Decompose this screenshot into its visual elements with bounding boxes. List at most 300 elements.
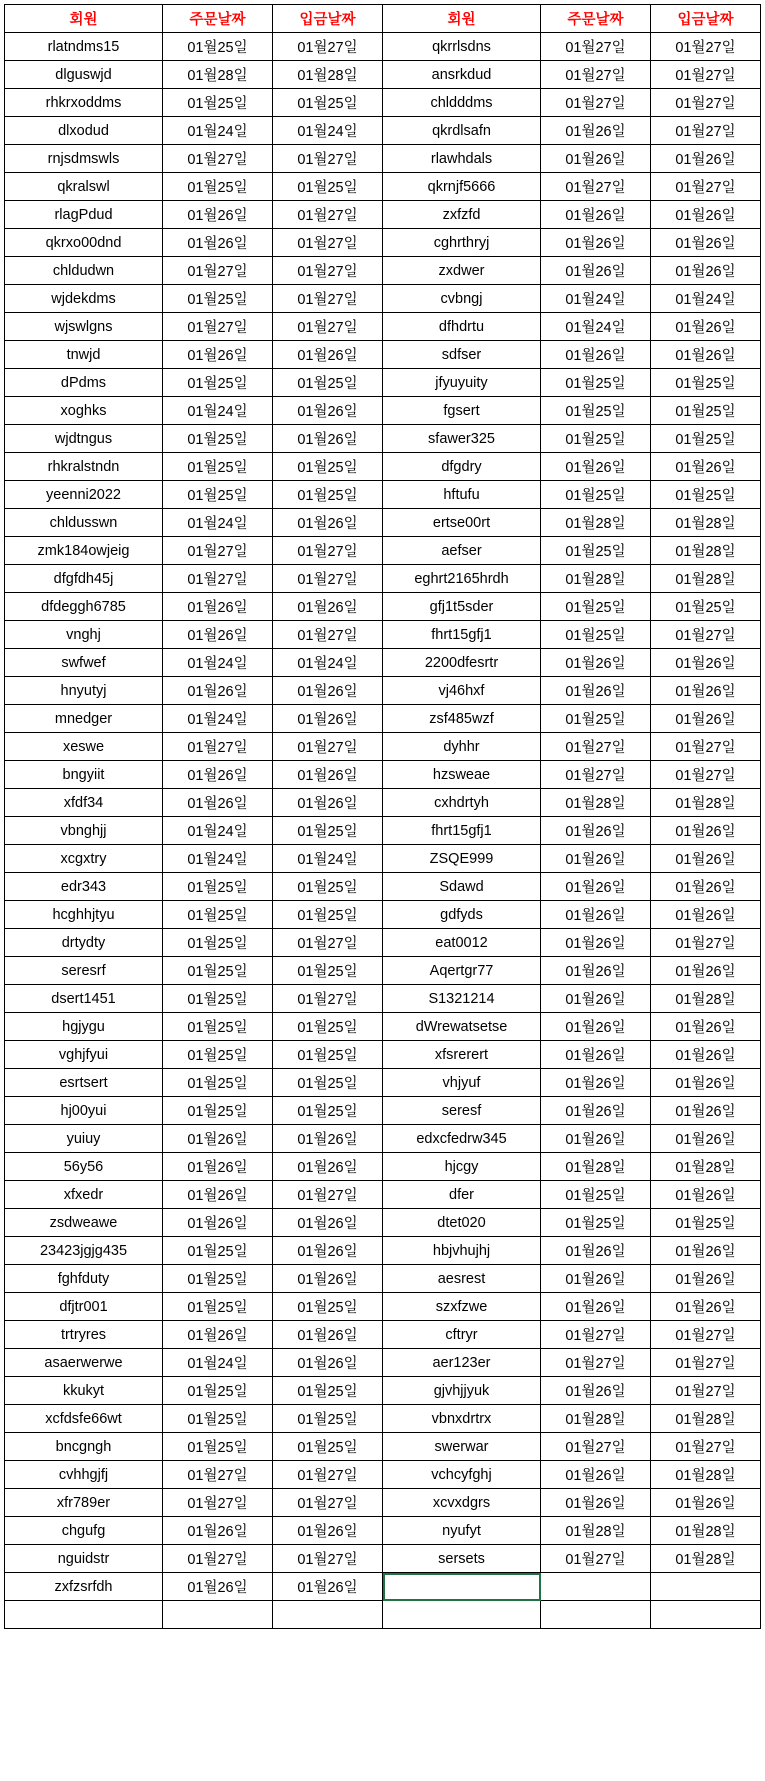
cell-deposit-date-right[interactable]: 01월26일 xyxy=(651,1041,761,1069)
cell-deposit-date-right[interactable]: 01월27일 xyxy=(651,173,761,201)
cell-deposit-date-right[interactable] xyxy=(651,1573,761,1601)
cell-deposit-date-right[interactable]: 01월25일 xyxy=(651,425,761,453)
cell-order-date-left[interactable]: 01월26일 xyxy=(163,1153,273,1181)
cell-order-date-right[interactable]: 01월26일 xyxy=(541,845,651,873)
cell-deposit-date-right[interactable]: 01월26일 xyxy=(651,201,761,229)
cell-deposit-date-right[interactable]: 01월26일 xyxy=(651,817,761,845)
cell-deposit-date-left[interactable]: 01월25일 xyxy=(273,369,383,397)
cell-member-right[interactable]: sersets xyxy=(383,1545,541,1573)
cell-deposit-date-left[interactable]: 01월25일 xyxy=(273,1405,383,1433)
cell-deposit-date-left[interactable]: 01월27일 xyxy=(273,929,383,957)
cell-member-right[interactable]: szxfzwe xyxy=(383,1293,541,1321)
cell-order-date-right[interactable]: 01월27일 xyxy=(541,1545,651,1573)
cell-member-right[interactable]: eghrt2165hrdh xyxy=(383,565,541,593)
cell-deposit-date-right[interactable]: 01월28일 xyxy=(651,789,761,817)
cell-member-right[interactable]: zsf485wzf xyxy=(383,705,541,733)
cell-member-right[interactable]: hzsweae xyxy=(383,761,541,789)
cell-order-date-right[interactable]: 01월25일 xyxy=(541,705,651,733)
cell-member-left[interactable]: dsert1451 xyxy=(5,985,163,1013)
cell-deposit-date-left[interactable]: 01월27일 xyxy=(273,285,383,313)
cell-deposit-date-right[interactable]: 01월27일 xyxy=(651,761,761,789)
cell-order-date-left[interactable]: 01월27일 xyxy=(163,565,273,593)
cell-member-left[interactable]: chgufg xyxy=(5,1517,163,1545)
cell-deposit-date-left[interactable]: 01월27일 xyxy=(273,1181,383,1209)
cell-member-right[interactable]: ZSQE999 xyxy=(383,845,541,873)
cell-deposit-date-right[interactable]: 01월26일 xyxy=(651,873,761,901)
cell-member-left[interactable]: xfr789er xyxy=(5,1489,163,1517)
cell-member-left[interactable]: cvhhgjfj xyxy=(5,1461,163,1489)
cell-deposit-date-right[interactable]: 01월26일 xyxy=(651,145,761,173)
column-header-member-right[interactable]: 회원 xyxy=(383,5,541,33)
cell-member-right[interactable]: vhjyuf xyxy=(383,1069,541,1097)
cell-member-left[interactable]: xeswe xyxy=(5,733,163,761)
cell-order-date-right[interactable]: 01월25일 xyxy=(541,621,651,649)
cell-deposit-date-right[interactable]: 01월27일 xyxy=(651,61,761,89)
column-header-order-date-right[interactable]: 주문날짜 xyxy=(541,5,651,33)
cell-member-left[interactable]: dfgfdh45j xyxy=(5,565,163,593)
cell-deposit-date-left[interactable]: 01월26일 xyxy=(273,677,383,705)
cell-order-date-left[interactable]: 01월24일 xyxy=(163,117,273,145)
cell-order-date-left[interactable]: 01월26일 xyxy=(163,621,273,649)
cell-member-right[interactable]: sfawer325 xyxy=(383,425,541,453)
cell-deposit-date-right[interactable]: 01월27일 xyxy=(651,33,761,61)
cell-member-left[interactable]: kkukyt xyxy=(5,1377,163,1405)
cell-order-date-right[interactable]: 01월25일 xyxy=(541,1209,651,1237)
cell-deposit-date-left[interactable]: 01월25일 xyxy=(273,1013,383,1041)
cell-deposit-date-right[interactable]: 01월26일 xyxy=(651,1265,761,1293)
cell-member-right[interactable]: hbjvhujhj xyxy=(383,1237,541,1265)
cell-order-date-right[interactable]: 01월27일 xyxy=(541,1433,651,1461)
cell-deposit-date-right[interactable]: 01월27일 xyxy=(651,1321,761,1349)
cell-deposit-date-right[interactable]: 01월26일 xyxy=(651,1097,761,1125)
cell-deposit-date-right[interactable]: 01월24일 xyxy=(651,285,761,313)
cell-deposit-date-left[interactable]: 01월27일 xyxy=(273,621,383,649)
cell-deposit-date-left[interactable]: 01월25일 xyxy=(273,1377,383,1405)
cell-member-left[interactable]: 56y56 xyxy=(5,1153,163,1181)
cell-deposit-date-left[interactable]: 01월25일 xyxy=(273,453,383,481)
cell-order-date-left[interactable]: 01월25일 xyxy=(163,929,273,957)
cell-deposit-date-right[interactable] xyxy=(651,1601,761,1629)
cell-deposit-date-left[interactable]: 01월27일 xyxy=(273,1545,383,1573)
cell-deposit-date-left[interactable]: 01월25일 xyxy=(273,1097,383,1125)
cell-order-date-left[interactable]: 01월24일 xyxy=(163,509,273,537)
cell-order-date-right[interactable]: 01월27일 xyxy=(541,733,651,761)
cell-order-date-right[interactable]: 01월28일 xyxy=(541,565,651,593)
cell-deposit-date-left[interactable]: 01월26일 xyxy=(273,1237,383,1265)
cell-member-left[interactable]: zsdweawe xyxy=(5,1209,163,1237)
cell-order-date-right[interactable]: 01월26일 xyxy=(541,1237,651,1265)
cell-deposit-date-right[interactable]: 01월25일 xyxy=(651,481,761,509)
cell-member-right[interactable]: rlawhdals xyxy=(383,145,541,173)
cell-deposit-date-right[interactable]: 01월28일 xyxy=(651,509,761,537)
cell-member-right[interactable]: dfhdrtu xyxy=(383,313,541,341)
cell-order-date-left[interactable]: 01월25일 xyxy=(163,453,273,481)
cell-deposit-date-left[interactable]: 01월25일 xyxy=(273,173,383,201)
cell-member-left[interactable]: rhkralstndn xyxy=(5,453,163,481)
cell-deposit-date-right[interactable]: 01월28일 xyxy=(651,537,761,565)
cell-deposit-date-left[interactable]: 01월26일 xyxy=(273,509,383,537)
cell-deposit-date-right[interactable]: 01월27일 xyxy=(651,929,761,957)
cell-deposit-date-left[interactable]: 01월25일 xyxy=(273,817,383,845)
cell-member-left[interactable]: xoghks xyxy=(5,397,163,425)
cell-member-left[interactable]: wjdekdms xyxy=(5,285,163,313)
cell-deposit-date-right[interactable]: 01월26일 xyxy=(651,229,761,257)
cell-deposit-date-right[interactable]: 01월26일 xyxy=(651,1069,761,1097)
cell-member-right[interactable]: qkrdlsafn xyxy=(383,117,541,145)
cell-deposit-date-right[interactable]: 01월27일 xyxy=(651,89,761,117)
cell-member-left[interactable]: hcghhjtyu xyxy=(5,901,163,929)
cell-order-date-left[interactable]: 01월25일 xyxy=(163,33,273,61)
cell-member-left[interactable]: wjdtngus xyxy=(5,425,163,453)
column-header-deposit-date-right[interactable]: 입금날짜 xyxy=(651,5,761,33)
cell-member-right[interactable]: zxdwer xyxy=(383,257,541,285)
cell-order-date-right[interactable]: 01월28일 xyxy=(541,1153,651,1181)
cell-deposit-date-left[interactable]: 01월26일 xyxy=(273,397,383,425)
cell-deposit-date-right[interactable]: 01월28일 xyxy=(651,1545,761,1573)
cell-order-date-left[interactable]: 01월26일 xyxy=(163,341,273,369)
cell-member-left[interactable]: 23423jgjg435 xyxy=(5,1237,163,1265)
cell-order-date-left[interactable]: 01월25일 xyxy=(163,481,273,509)
cell-deposit-date-left[interactable]: 01월26일 xyxy=(273,705,383,733)
cell-deposit-date-right[interactable]: 01월26일 xyxy=(651,1181,761,1209)
cell-order-date-left[interactable]: 01월25일 xyxy=(163,1069,273,1097)
cell-order-date-right[interactable]: 01월26일 xyxy=(541,985,651,1013)
cell-member-right[interactable]: aefser xyxy=(383,537,541,565)
cell-order-date-left[interactable]: 01월26일 xyxy=(163,201,273,229)
cell-order-date-right[interactable]: 01월25일 xyxy=(541,481,651,509)
cell-deposit-date-left[interactable] xyxy=(273,1601,383,1629)
cell-order-date-left[interactable]: 01월26일 xyxy=(163,1181,273,1209)
cell-order-date-left[interactable]: 01월24일 xyxy=(163,1349,273,1377)
cell-order-date-right[interactable]: 01월26일 xyxy=(541,1097,651,1125)
cell-member-right[interactable]: dWrewatsetse xyxy=(383,1013,541,1041)
cell-deposit-date-right[interactable]: 01월28일 xyxy=(651,985,761,1013)
cell-order-date-right[interactable]: 01월26일 xyxy=(541,1377,651,1405)
cell-deposit-date-left[interactable]: 01월25일 xyxy=(273,873,383,901)
cell-order-date-left[interactable]: 01월28일 xyxy=(163,61,273,89)
cell-member-left[interactable]: nguidstr xyxy=(5,1545,163,1573)
cell-member-left[interactable]: xcfdsfe66wt xyxy=(5,1405,163,1433)
cell-member-left[interactable]: vbnghjj xyxy=(5,817,163,845)
cell-order-date-left[interactable]: 01월27일 xyxy=(163,1489,273,1517)
cell-order-date-left[interactable]: 01월24일 xyxy=(163,845,273,873)
cell-order-date-left[interactable] xyxy=(163,1601,273,1629)
cell-member-left[interactable]: vghjfyui xyxy=(5,1041,163,1069)
cell-deposit-date-left[interactable]: 01월26일 xyxy=(273,341,383,369)
cell-deposit-date-right[interactable]: 01월25일 xyxy=(651,369,761,397)
cell-member-right[interactable]: vbnxdrtrx xyxy=(383,1405,541,1433)
cell-order-date-right[interactable] xyxy=(541,1601,651,1629)
cell-order-date-left[interactable]: 01월25일 xyxy=(163,1377,273,1405)
cell-deposit-date-left[interactable]: 01월27일 xyxy=(273,33,383,61)
cell-deposit-date-left[interactable]: 01월25일 xyxy=(273,1293,383,1321)
cell-member-left[interactable]: rlagPdud xyxy=(5,201,163,229)
cell-order-date-right[interactable]: 01월27일 xyxy=(541,1321,651,1349)
cell-member-left[interactable]: hj00yui xyxy=(5,1097,163,1125)
column-header-order-date-left[interactable]: 주문날짜 xyxy=(163,5,273,33)
cell-deposit-date-left[interactable]: 01월25일 xyxy=(273,1041,383,1069)
cell-order-date-right[interactable]: 01월28일 xyxy=(541,1405,651,1433)
cell-order-date-right[interactable]: 01월26일 xyxy=(541,229,651,257)
cell-member-right[interactable]: aer123er xyxy=(383,1349,541,1377)
cell-deposit-date-left[interactable]: 01월27일 xyxy=(273,229,383,257)
cell-member-right[interactable]: Aqertgr77 xyxy=(383,957,541,985)
cell-order-date-left[interactable]: 01월26일 xyxy=(163,1573,273,1601)
cell-member-right[interactable]: aesrest xyxy=(383,1265,541,1293)
cell-order-date-left[interactable]: 01월24일 xyxy=(163,817,273,845)
cell-order-date-left[interactable]: 01월26일 xyxy=(163,1517,273,1545)
cell-deposit-date-right[interactable]: 01월28일 xyxy=(651,1153,761,1181)
cell-member-left[interactable]: yeenni2022 xyxy=(5,481,163,509)
cell-member-right[interactable]: hftufu xyxy=(383,481,541,509)
cell-member-left[interactable]: dPdms xyxy=(5,369,163,397)
cell-member-left[interactable]: hgjygu xyxy=(5,1013,163,1041)
cell-deposit-date-left[interactable]: 01월25일 xyxy=(273,957,383,985)
cell-order-date-left[interactable]: 01월25일 xyxy=(163,957,273,985)
cell-member-right[interactable]: edxcfedrw345 xyxy=(383,1125,541,1153)
cell-deposit-date-left[interactable]: 01월26일 xyxy=(273,1209,383,1237)
cell-member-left[interactable]: chldusswn xyxy=(5,509,163,537)
cell-member-left[interactable]: esrtsert xyxy=(5,1069,163,1097)
cell-order-date-right[interactable]: 01월28일 xyxy=(541,509,651,537)
cell-deposit-date-right[interactable]: 01월27일 xyxy=(651,1349,761,1377)
cell-deposit-date-right[interactable]: 01월27일 xyxy=(651,621,761,649)
cell-order-date-left[interactable]: 01월25일 xyxy=(163,285,273,313)
cell-order-date-left[interactable]: 01월25일 xyxy=(163,1293,273,1321)
cell-deposit-date-right[interactable]: 01월26일 xyxy=(651,1013,761,1041)
cell-member-left[interactable]: edr343 xyxy=(5,873,163,901)
cell-member-left[interactable]: dlxodud xyxy=(5,117,163,145)
cell-order-date-right[interactable]: 01월27일 xyxy=(541,89,651,117)
cell-deposit-date-left[interactable]: 01월27일 xyxy=(273,565,383,593)
cell-order-date-left[interactable]: 01월26일 xyxy=(163,1125,273,1153)
cell-member-left[interactable]: xfxedr xyxy=(5,1181,163,1209)
cell-order-date-right[interactable]: 01월25일 xyxy=(541,397,651,425)
cell-member-right[interactable]: dyhhr xyxy=(383,733,541,761)
cell-order-date-left[interactable]: 01월27일 xyxy=(163,733,273,761)
cell-deposit-date-right[interactable]: 01월25일 xyxy=(651,397,761,425)
cell-deposit-date-right[interactable]: 01월26일 xyxy=(651,1125,761,1153)
cell-member-right[interactable]: fhrt15gfj1 xyxy=(383,621,541,649)
cell-order-date-right[interactable]: 01월26일 xyxy=(541,957,651,985)
cell-member-left[interactable]: qkrxo00dnd xyxy=(5,229,163,257)
cell-order-date-left[interactable]: 01월27일 xyxy=(163,145,273,173)
cell-deposit-date-right[interactable]: 01월27일 xyxy=(651,733,761,761)
cell-member-right[interactable]: fhrt15gfj1 xyxy=(383,817,541,845)
cell-order-date-right[interactable]: 01월26일 xyxy=(541,873,651,901)
cell-deposit-date-left[interactable]: 01월26일 xyxy=(273,1153,383,1181)
cell-deposit-date-right[interactable]: 01월26일 xyxy=(651,705,761,733)
cell-order-date-right[interactable]: 01월25일 xyxy=(541,1181,651,1209)
cell-member-right[interactable]: Sdawd xyxy=(383,873,541,901)
cell-member-left[interactable] xyxy=(5,1601,163,1629)
cell-order-date-right[interactable]: 01월24일 xyxy=(541,285,651,313)
cell-order-date-right[interactable]: 01월26일 xyxy=(541,145,651,173)
cell-deposit-date-right[interactable]: 01월28일 xyxy=(651,565,761,593)
cell-order-date-right[interactable]: 01월26일 xyxy=(541,341,651,369)
column-header-member-left[interactable]: 회원 xyxy=(5,5,163,33)
cell-order-date-right[interactable]: 01월28일 xyxy=(541,789,651,817)
cell-deposit-date-right[interactable]: 01월26일 xyxy=(651,313,761,341)
cell-member-right[interactable]: hjcgy xyxy=(383,1153,541,1181)
cell-deposit-date-left[interactable]: 01월27일 xyxy=(273,1461,383,1489)
cell-order-date-left[interactable]: 01월25일 xyxy=(163,1405,273,1433)
cell-member-right[interactable]: ertse00rt xyxy=(383,509,541,537)
cell-deposit-date-left[interactable]: 01월26일 xyxy=(273,1573,383,1601)
cell-order-date-left[interactable]: 01월27일 xyxy=(163,257,273,285)
cell-deposit-date-left[interactable]: 01월25일 xyxy=(273,481,383,509)
cell-order-date-left[interactable]: 01월25일 xyxy=(163,173,273,201)
cell-order-date-left[interactable]: 01월27일 xyxy=(163,313,273,341)
cell-member-left[interactable]: wjswlgns xyxy=(5,313,163,341)
cell-deposit-date-left[interactable]: 01월25일 xyxy=(273,1433,383,1461)
cell-member-left[interactable]: zmk184owjeig xyxy=(5,537,163,565)
cell-member-right[interactable]: qkrrlsdns xyxy=(383,33,541,61)
cell-order-date-right[interactable]: 01월26일 xyxy=(541,901,651,929)
cell-member-right[interactable] xyxy=(383,1601,541,1629)
cell-member-right[interactable]: fgsert xyxy=(383,397,541,425)
cell-deposit-date-left[interactable]: 01월27일 xyxy=(273,537,383,565)
cell-member-left[interactable]: rnjsdmswls xyxy=(5,145,163,173)
cell-member-right[interactable]: jfyuyuity xyxy=(383,369,541,397)
cell-order-date-right[interactable]: 01월26일 xyxy=(541,1489,651,1517)
cell-order-date-left[interactable]: 01월25일 xyxy=(163,1041,273,1069)
cell-member-left[interactable]: dfdeggh6785 xyxy=(5,593,163,621)
cell-order-date-right[interactable]: 01월26일 xyxy=(541,201,651,229)
cell-member-right[interactable]: cghrthryj xyxy=(383,229,541,257)
cell-order-date-left[interactable]: 01월25일 xyxy=(163,89,273,117)
cell-member-right[interactable]: gfj1t5sder xyxy=(383,593,541,621)
cell-deposit-date-right[interactable]: 01월25일 xyxy=(651,1209,761,1237)
cell-order-date-left[interactable]: 01월26일 xyxy=(163,229,273,257)
cell-member-right[interactable]: cftryr xyxy=(383,1321,541,1349)
cell-deposit-date-left[interactable]: 01월27일 xyxy=(273,145,383,173)
cell-member-right[interactable]: S1321214 xyxy=(383,985,541,1013)
cell-member-right[interactable]: xcvxdgrs xyxy=(383,1489,541,1517)
cell-order-date-left[interactable]: 01월26일 xyxy=(163,1321,273,1349)
cell-order-date-right[interactable]: 01월27일 xyxy=(541,61,651,89)
cell-member-left[interactable]: trtryres xyxy=(5,1321,163,1349)
cell-member-left[interactable]: xfdf34 xyxy=(5,789,163,817)
cell-member-right[interactable]: sdfser xyxy=(383,341,541,369)
cell-deposit-date-right[interactable]: 01월26일 xyxy=(651,845,761,873)
cell-deposit-date-right[interactable]: 01월26일 xyxy=(651,341,761,369)
cell-order-date-right[interactable]: 01월26일 xyxy=(541,817,651,845)
cell-deposit-date-left[interactable]: 01월26일 xyxy=(273,1517,383,1545)
cell-deposit-date-left[interactable]: 01월26일 xyxy=(273,425,383,453)
cell-member-right[interactable]: zxfzfd xyxy=(383,201,541,229)
cell-member-right[interactable]: cvbngj xyxy=(383,285,541,313)
cell-member-right[interactable]: eat0012 xyxy=(383,929,541,957)
cell-deposit-date-left[interactable]: 01월26일 xyxy=(273,1125,383,1153)
cell-member-left[interactable]: chldudwn xyxy=(5,257,163,285)
cell-order-date-left[interactable]: 01월27일 xyxy=(163,1461,273,1489)
cell-order-date-right[interactable]: 01월24일 xyxy=(541,313,651,341)
cell-order-date-right[interactable]: 01월26일 xyxy=(541,1069,651,1097)
cell-member-left[interactable]: asaerwerwe xyxy=(5,1349,163,1377)
cell-member-left[interactable]: tnwjd xyxy=(5,341,163,369)
cell-order-date-left[interactable]: 01월25일 xyxy=(163,1013,273,1041)
cell-member-left[interactable]: dlguswjd xyxy=(5,61,163,89)
cell-deposit-date-right[interactable]: 01월26일 xyxy=(651,1489,761,1517)
cell-order-date-left[interactable]: 01월25일 xyxy=(163,1265,273,1293)
cell-member-left[interactable]: zxfzsrfdh xyxy=(5,1573,163,1601)
cell-deposit-date-left[interactable]: 01월28일 xyxy=(273,61,383,89)
cell-deposit-date-right[interactable]: 01월28일 xyxy=(651,1517,761,1545)
cell-order-date-right[interactable]: 01월25일 xyxy=(541,425,651,453)
cell-member-left[interactable]: yuiuy xyxy=(5,1125,163,1153)
cell-deposit-date-left[interactable]: 01월25일 xyxy=(273,89,383,117)
cell-deposit-date-left[interactable]: 01월26일 xyxy=(273,1321,383,1349)
cell-deposit-date-right[interactable]: 01월26일 xyxy=(651,957,761,985)
cell-deposit-date-left[interactable]: 01월27일 xyxy=(273,733,383,761)
cell-member-left[interactable]: swfwef xyxy=(5,649,163,677)
cell-deposit-date-right[interactable]: 01월27일 xyxy=(651,1433,761,1461)
column-header-deposit-date-left[interactable]: 입금날짜 xyxy=(273,5,383,33)
cell-order-date-left[interactable]: 01월24일 xyxy=(163,705,273,733)
cell-member-right[interactable]: qkrnjf5666 xyxy=(383,173,541,201)
cell-member-right[interactable]: seresf xyxy=(383,1097,541,1125)
cell-order-date-right[interactable]: 01월28일 xyxy=(541,1517,651,1545)
cell-order-date-right[interactable]: 01월26일 xyxy=(541,929,651,957)
cell-member-right[interactable]: chldddms xyxy=(383,89,541,117)
cell-deposit-date-left[interactable]: 01월26일 xyxy=(273,1349,383,1377)
cell-member-left[interactable]: rhkrxoddms xyxy=(5,89,163,117)
cell-deposit-date-right[interactable]: 01월26일 xyxy=(651,453,761,481)
cell-order-date-left[interactable]: 01월27일 xyxy=(163,537,273,565)
cell-order-date-left[interactable]: 01월27일 xyxy=(163,1545,273,1573)
cell-deposit-date-left[interactable]: 01월26일 xyxy=(273,593,383,621)
cell-order-date-left[interactable]: 01월25일 xyxy=(163,1097,273,1125)
cell-deposit-date-right[interactable]: 01월26일 xyxy=(651,901,761,929)
cell-member-left[interactable]: xcgxtry xyxy=(5,845,163,873)
cell-deposit-date-left[interactable]: 01월24일 xyxy=(273,845,383,873)
cell-order-date-right[interactable]: 01월26일 xyxy=(541,1461,651,1489)
cell-order-date-left[interactable]: 01월24일 xyxy=(163,397,273,425)
cell-order-date-right[interactable]: 01월26일 xyxy=(541,677,651,705)
cell-order-date-right[interactable]: 01월26일 xyxy=(541,257,651,285)
cell-member-left[interactable]: vnghj xyxy=(5,621,163,649)
cell-deposit-date-right[interactable]: 01월26일 xyxy=(651,649,761,677)
cell-deposit-date-left[interactable]: 01월27일 xyxy=(273,257,383,285)
cell-deposit-date-right[interactable]: 01월25일 xyxy=(651,593,761,621)
cell-deposit-date-left[interactable]: 01월24일 xyxy=(273,117,383,145)
cell-order-date-right[interactable] xyxy=(541,1573,651,1601)
cell-order-date-right[interactable]: 01월26일 xyxy=(541,1125,651,1153)
cell-deposit-date-left[interactable]: 01월25일 xyxy=(273,1069,383,1097)
cell-member-left[interactable]: bngyiit xyxy=(5,761,163,789)
cell-order-date-left[interactable]: 01월25일 xyxy=(163,1433,273,1461)
cell-order-date-right[interactable]: 01월26일 xyxy=(541,1013,651,1041)
cell-deposit-date-left[interactable]: 01월27일 xyxy=(273,1489,383,1517)
cell-member-left[interactable]: dfjtr001 xyxy=(5,1293,163,1321)
cell-deposit-date-left[interactable]: 01월26일 xyxy=(273,1265,383,1293)
cell-member-right[interactable]: gdfyds xyxy=(383,901,541,929)
cell-order-date-right[interactable]: 01월26일 xyxy=(541,1265,651,1293)
cell-deposit-date-left[interactable]: 01월26일 xyxy=(273,789,383,817)
cell-member-left[interactable]: mnedger xyxy=(5,705,163,733)
cell-deposit-date-right[interactable]: 01월28일 xyxy=(651,1405,761,1433)
cell-deposit-date-right[interactable]: 01월26일 xyxy=(651,1237,761,1265)
cell-order-date-left[interactable]: 01월26일 xyxy=(163,761,273,789)
cell-order-date-right[interactable]: 01월26일 xyxy=(541,453,651,481)
cell-member-right[interactable]: nyufyt xyxy=(383,1517,541,1545)
cell-deposit-date-right[interactable]: 01월27일 xyxy=(651,1377,761,1405)
cell-deposit-date-right[interactable]: 01월28일 xyxy=(651,1461,761,1489)
cell-member-left[interactable]: seresrf xyxy=(5,957,163,985)
cell-deposit-date-left[interactable]: 01월27일 xyxy=(273,313,383,341)
cell-member-left[interactable]: rlatndms15 xyxy=(5,33,163,61)
